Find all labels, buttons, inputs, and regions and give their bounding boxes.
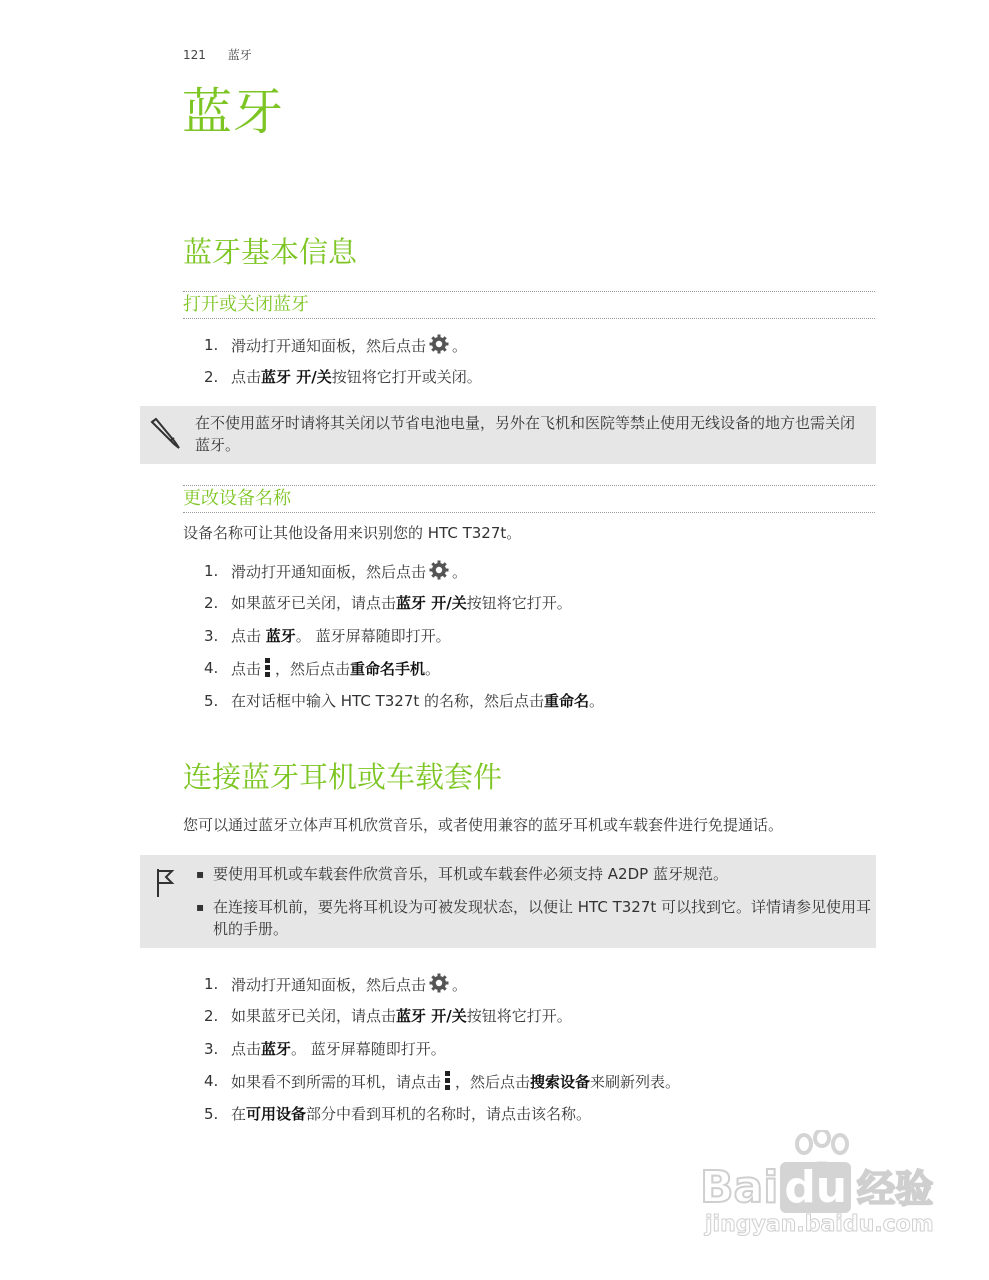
watermark <box>700 1130 940 1250</box>
section-title-basics: 蓝牙基本信息 <box>183 235 358 269</box>
gear-icon <box>429 334 449 354</box>
note-bullet: ▪ 要使用耳机或车载套件欣赏音乐，耳机或车载套件必须支持 A2DP 蓝牙规范。 <box>213 863 863 885</box>
list-item: 1. 滑动打开通知面板，然后点击 。 <box>204 975 468 994</box>
watermark-brand: Bai du 经验 <box>700 1162 934 1213</box>
list-item: 1. 滑动打开通知面板，然后点击 。 <box>204 336 468 355</box>
flag-icon <box>154 867 178 899</box>
list-item: 1. 滑动打开通知面板，然后点击 。 <box>204 562 468 581</box>
list-item: 3. 点击 蓝牙。 蓝牙屏幕随即打开。 <box>204 626 451 645</box>
menu-dots-icon <box>265 657 271 677</box>
running-header <box>183 46 270 63</box>
chapter-title: 蓝牙 <box>182 83 284 141</box>
header-chapter: 蓝牙 <box>227 48 252 62</box>
steps-toggle <box>204 334 482 399</box>
steps-rename <box>204 560 604 722</box>
list-item: 2. 如果蓝牙已关闭，请点击蓝牙 开/关按钮将它打开。 <box>204 1007 572 1026</box>
list-item: 2. 如果蓝牙已关闭，请点击蓝牙 开/关按钮将它打开。 <box>204 594 572 613</box>
headset-intro: 您可以通过蓝牙立体声耳机欣赏音乐，或者使用兼容的蓝牙耳机或车载套件进行免提通话。 <box>183 816 784 834</box>
list-item: 2. 点击蓝牙 开/关按钮将它打开或关闭。 <box>204 368 482 387</box>
subsection-title-rename: 更改设备名称 <box>183 485 875 513</box>
pencil-icon <box>148 416 184 452</box>
list-item: 4. 如果看不到所需的耳机，请点击 ，然后点击搜索设备来刷新列表。 <box>204 1072 681 1092</box>
note-text: 在不使用蓝牙时请将其关闭以节省电池电量，另外在飞机和医院等禁止使用无线设备的地方也需关闭蓝牙。 <box>195 414 856 454</box>
section-title-headset: 连接蓝牙耳机或车载套件 <box>183 760 503 794</box>
gear-icon <box>429 973 449 993</box>
menu-dots-icon <box>445 1070 451 1090</box>
note-box-headset <box>140 855 876 948</box>
list-item: 3. 点击蓝牙。 蓝牙屏幕随即打开。 <box>204 1039 446 1058</box>
page-number: 121 <box>183 48 206 62</box>
list-item: 5. 在可用设备部分中看到耳机的名称时，请点击该名称。 <box>204 1104 592 1123</box>
gear-icon <box>429 560 449 580</box>
note-bullet: ▪ 在连接耳机前，要先将耳机设为可被发现状态，以便让 HTC T327t 可以找到它。详情请参见使用耳机的手册。 <box>213 896 875 940</box>
note-box-battery <box>140 406 876 464</box>
steps-headset <box>204 973 680 1135</box>
subsection-title-toggle: 打开或关闭蓝牙 <box>183 291 875 319</box>
rename-intro: 设备名称可让其他设备用来识别您的 HTC T327t。 <box>183 524 522 542</box>
list-item: 4. 点击 ，然后点击重命名手机。 <box>204 659 441 679</box>
list-item: 5. 在对话框中输入 HTC T327t 的名称，然后点击重命名。 <box>204 691 605 710</box>
watermark-url: jingyan.baidu.com <box>705 1212 934 1237</box>
